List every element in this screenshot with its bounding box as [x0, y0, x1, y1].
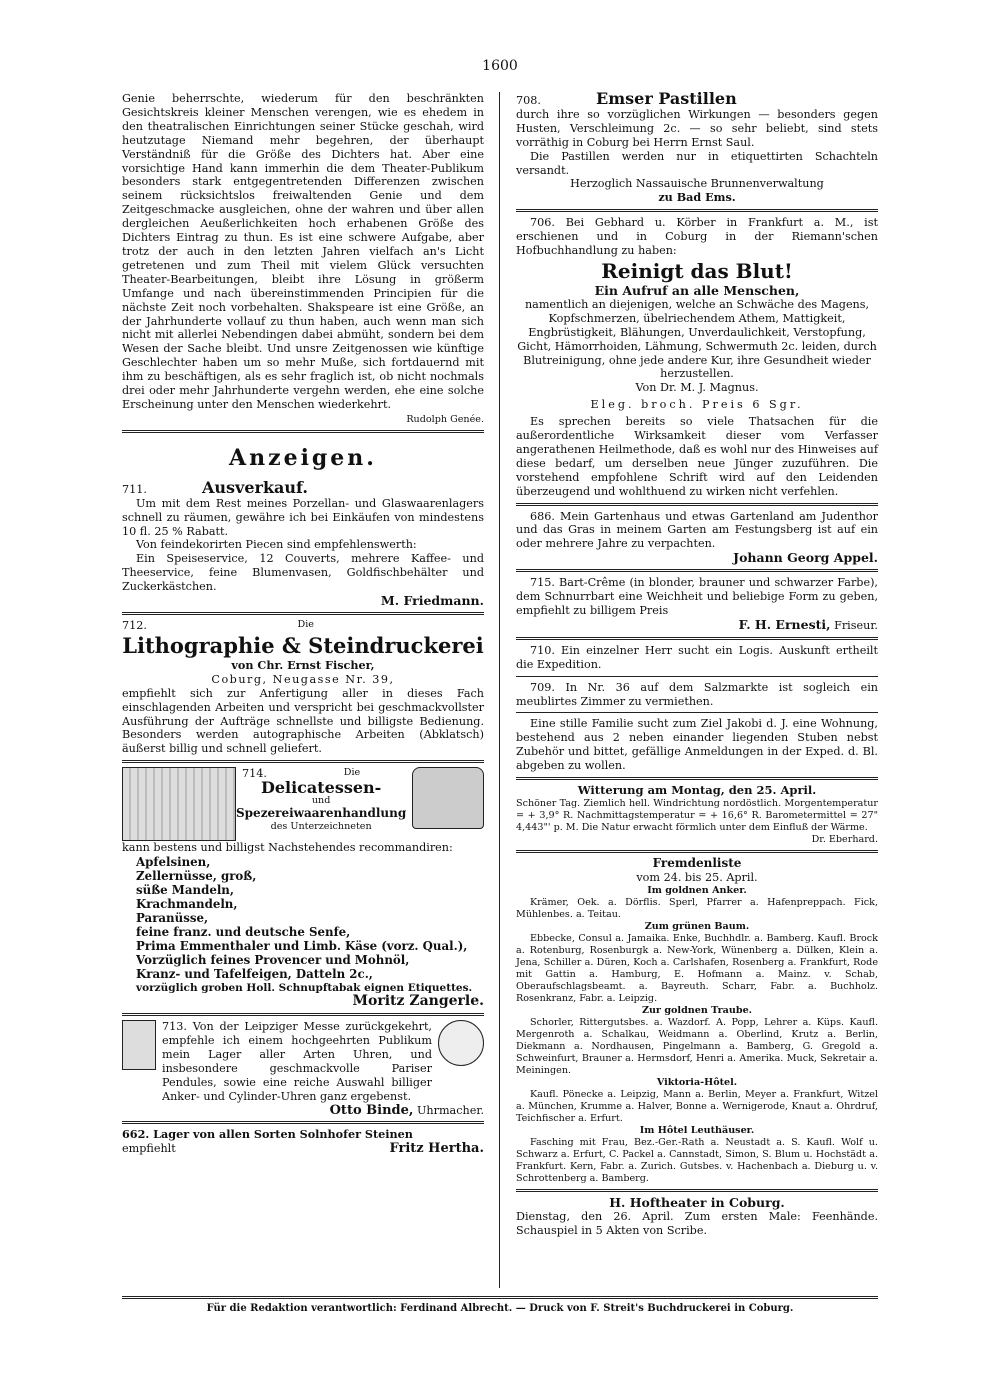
- pot-illustration: [412, 767, 484, 829]
- divider: [516, 676, 878, 677]
- ad-title: Lithographie & Steindruckerei: [122, 632, 484, 658]
- list-item: Vorzüglich feines Provencer und Mohnöl,: [136, 953, 410, 968]
- watch-illustration: [438, 1020, 484, 1066]
- ad-710: 710. Ein einzelner Herr sucht ein Logis. Auskunft ertheilt die Expedition.: [516, 643, 878, 671]
- footer-imprint: Für die Redaktion verantwortlich: Ferdinand Albrecht. — Druck von F. Streit's Buchdruckerei in Coburg.: [122, 1296, 878, 1314]
- column-divider: [499, 92, 500, 1288]
- ad-author: Von Dr. M. J. Magnus.: [635, 381, 759, 395]
- anzeigen-heading: Anzeigen.: [229, 444, 377, 471]
- ad-text: Um mit dem Rest meines Porzellan- und Glaswaarenlagers schnell zu räumen, gewähre ich bei Einkäufen von mindestens 10 fl. 25 % Rabatt.: [122, 496, 484, 538]
- page-number: 1600: [482, 58, 518, 74]
- ad-text: 686. Mein Gartenhaus und etwas Gartenland am Judenthor und das Gras in meinem Garten am Festungsberg ist auf ein oder mehrere Jahre zu verpachten.: [516, 509, 878, 551]
- divider: [122, 1013, 484, 1016]
- divider: [122, 612, 484, 615]
- list-item: Zellernüsse, groß,: [136, 869, 257, 884]
- ad-signature: Otto Binde,: [329, 1102, 414, 1118]
- list-item: Paranüsse,: [136, 911, 209, 926]
- ad-text: 706. Bei Gebhard u. Körber in Frankfurt a. M., ist erschienen und in Coburg in der Riemann'schen Hofbuchhandlung zu haben:: [516, 216, 878, 258]
- hotel-name: Viktoria-Hôtel.: [656, 1076, 738, 1088]
- essay-signature: Rudolph Genée.: [406, 413, 484, 425]
- ad-signature: Moritz Zangerle.: [352, 993, 484, 1010]
- ad-number: 708.: [516, 94, 541, 107]
- shop-illustration: [122, 767, 236, 841]
- ad-subtitle: Ein Aufruf an alle Menschen,: [594, 282, 800, 298]
- ad-signature: Herzoglich Nassauische Brunnenverwaltung: [570, 177, 824, 191]
- ad-text: Ein Speiseservice, 12 Couverts, mehrere Kaffee- und Theeservice, feine Blumenvasen, Goldfischbehälter und Zuckerkästchen.: [122, 552, 484, 594]
- ad-number: 711.: [122, 482, 147, 496]
- ad-und: und: [311, 795, 331, 807]
- right-column: [516, 89, 878, 1238]
- hotel-name: Zur goldnen Traube.: [641, 1004, 753, 1016]
- ad-signature: zu Bad Ems.: [658, 190, 736, 205]
- ad-familie: Eine stille Familie sucht zum Ziel Jakobi d. J. eine Wohnung, bestehend aus 2 neben einander liegenden Stuben nebst Zubehör und bittet, gefällige Anmeldungen in der Exped. d. Bl. abgeben zu wollen.: [516, 717, 878, 773]
- ad-text: empfiehlt sich zur Anfertigung aller in dieses Fach einschlagenden Arbeiten und verspricht bei geschmackvollster Ausführung der Aufträge schnellste und billigste Bedienung. Besonders werden autographische Arbeiten (Abklatsch) äußerst billig und schnell geliefert.: [122, 686, 484, 756]
- ad-owner: von Chr. Ernst Fischer,: [231, 657, 375, 672]
- divider: [516, 712, 878, 713]
- list-item: Kranz- und Tafelfeigen, Datteln 2c.,: [136, 967, 373, 982]
- ad-number: 714.: [242, 767, 267, 781]
- list-item: feine franz. und deutsche Senfe,: [136, 925, 351, 940]
- ad-price: Eleg. broch. Preis 6 Sgr.: [590, 398, 804, 412]
- divider: [122, 760, 484, 763]
- ad-text: 715. Bart-Crême (in blonder, brauner und schwarzer Farbe), dem Schnurrbart eine Weichheit und beliebige Form zu geben, empfiehlt zu billigem Preis: [516, 576, 878, 617]
- ad-title: Reinigt das Blut!: [601, 258, 793, 283]
- hotel-name: Im Hôtel Leuthäuser.: [639, 1124, 755, 1136]
- list-item: süße Mandeln,: [136, 883, 234, 898]
- ad-text: Die Pastillen werden nur in etiquettirten Schachteln versandt.: [516, 149, 878, 177]
- ad-title: Ausverkauf.: [202, 477, 308, 497]
- ad-714: [122, 767, 484, 1009]
- ad-662: [122, 1128, 484, 1156]
- ad-text: durch ihre so vorzüglichen Wirkungen — besonders gegen Husten, Verschleimung 2c. — so sehr beliebt, sind stets vorräthig in Coburg bei Herrn Ernst Saul.: [516, 107, 878, 149]
- ad-des: des Unterzeichneten: [270, 820, 372, 832]
- ad-signature: Johann Georg Appel.: [733, 550, 878, 566]
- hotel-guests: Fasching mit Frau, Bez.-Ger.-Rath a. Neustadt a. S. Kaufl. Wolf u. Schwarz a. Erfurt, C. Packel a. Cannstadt, Simon, S. Blum u. Hochstädt a. Frankfurt. Kern, Fabr. a. Zurich. Gutsbes. v. Hachenbach a. Dieburg u. v. Schrottenberg a. Bamberg.: [516, 1136, 878, 1184]
- list-item: Apfelsinen,: [136, 855, 211, 870]
- hotel-guests: Ebbecke, Consul a. Jamaika. Enke, Buchhdlr. a. Bamberg. Kaufl. Brock a. Rotenburg, Rosenburgk a. New-York, Wünenberg a. Dülken, Klein a. Jena, Schiller a. Düren, Koch a. Carlshafen, Rosenberg a. Frankfurt, Rode mit Gattin a. Hamburg, E. Hofmann a. Mainz. v. Schab, Oberaufschlagsbeamt. a. Bayreuth. Scharr, Fabr. a. Buchholz. Rosenkranz, Fabr. a. Leipzig.: [516, 932, 878, 1004]
- divider: [122, 430, 484, 433]
- goods-list: [122, 855, 484, 995]
- weather-title: Witterung am Montag, den 25. April.: [577, 783, 817, 798]
- hotel-name: Im goldnen Anker.: [647, 884, 747, 896]
- theater-notice: [516, 1196, 878, 1238]
- hotel-name: Zum grünen Baum.: [644, 920, 750, 932]
- weather-text: Schöner Tag. Ziemlich hell. Windrichtung nordöstlich. Morgentemperatur = + 3,9° R. Nachmittagstemperatur = + 16,6° R. Barometermittel = 27" 4,443"' p. M. Die Natur erwacht förmlich unter dem Einfluß der Wärme.: [516, 797, 878, 833]
- ad-title: Emser Pastillen: [596, 89, 737, 108]
- divider: [516, 777, 878, 780]
- ad-intro: kann bestens und billigst Nachstehendes recommandiren:: [122, 841, 453, 855]
- hotel-guests: Schorler, Rittergutsbes. a. Wazdorf. A. Popp, Lehrer a. Küps. Kaufl. Mergenroth a. Schalkau, Weidmann a. Oberlind, Krutz a. Berlin, Diekmann a. Nordhausen, Pingelmann a. Bamberg, G. Gregold a. Schweinfurt, Brauner a. Hermsdorf, Henri a. Amerika. Muck, Sekretair a. Meiningen.: [516, 1016, 878, 1076]
- weather-signature: Dr. Eberhard.: [811, 833, 878, 845]
- left-column: [122, 92, 484, 1156]
- fremden-title: Fremdenliste: [652, 855, 742, 870]
- fremden-date: vom 24. bis 25. April.: [636, 870, 758, 884]
- theater-title: H. Hoftheater in Coburg.: [609, 1194, 785, 1210]
- list-item: Krachmandeln,: [136, 897, 238, 912]
- hotel-guests: Kaufl. Pönecke a. Leipzig, Mann a. Berlin, Meyer a. Frankfurt, Witzel a. München, Krumme a. Halver, Bonne a. Wernigerode, Knaut a. Ohrdruf, Teichfischer a. Erfurt.: [516, 1088, 878, 1124]
- ad-713: [122, 1020, 484, 1117]
- divider: [516, 850, 878, 853]
- divider: [516, 637, 878, 640]
- list-item: Prima Emmenthaler und Limb. Käse (vorz. Qual.),: [136, 939, 468, 954]
- hotel-guests: Krämer, Oek. a. Dörflis. Sperl, Pfarrer a. Hafenpreppach. Fick, Mühlenbes. a. Teitau.: [516, 896, 878, 920]
- ad-text: Von der Leipziger Messe zurückgekehrt, empfehle ich einem hochgeehrten Publikum mein Lager aller Arten Uhren, und insbesondere geschmackvolle Pariser Pendules, sowie eine reiche Auswahl billiger Anker- und Cylinder-Uhren ganz ergebenst.: [162, 1020, 432, 1103]
- ad-709: 709. In Nr. 36 auf dem Salzmarkte ist sogleich ein meublirtes Zimmer zu vermiethen.: [516, 680, 878, 708]
- ad-number: 712.: [122, 619, 147, 632]
- ad-text: namentlich an diejenigen, welche an Schwäche des Magens, Kopfschmerzen, übelriechendem Athem, Mattigkeit, Engbrüstigkeit, Blähungen, Unverdaulichkeit, Verstopfung, Gicht, Hämorrhoiden, Lähmung, Schwermuth 2c. leiden, durch Blutreinigung, ohne jede andere Kur, ihre Gesundheit wieder herzustellen.: [517, 297, 877, 381]
- ad-715: [516, 576, 878, 633]
- ad-text: Es sprechen bereits so viele Thatsachen für die außerordentliche Wirksamkeit dieser vom Verfasser angerathenen Heilmethode, daß es wohl nur des Hinweises auf diese bedarf, um derselben neue Jünger zuzuführen. Die vorstehend empfohlene Schrift wird auf den Leidenden überzeugend und wohlthuend zu wirken nicht verfehlen.: [516, 415, 878, 498]
- ad-text: 662. Lager von allen Sorten Solnhofer Steinen: [122, 1127, 413, 1142]
- ad-signature: M. Friedmann.: [380, 593, 484, 609]
- ad-686: [516, 510, 878, 566]
- divider: [122, 1121, 484, 1124]
- ad-title-2: Spezereiwaarenhandlung: [236, 806, 407, 821]
- essay-text: Genie beherrschte, wiederum für den beschränkten Gesichtskreis kleiner Menschen verengen, wie es ehedem in den theatralischen Einrichtungen seiner Stücke geschah, wird heutzutage Niemand mehr begehren, der überhaupt Verständniß für die Größe des Dichters hat. Aber eine vorsichtige Hand kann immerhin die dem Theater-Publikum besonders stark entgegentretenden Differenzen zwischen seinem rücksichtslos freiwaltenden Genie und dem Zeitgeschmacke ausgleichen, ohne der wahren und über allen dergleichen Aeußerlichkeiten hoch erhabenen Größe des Dichters Eintrag zu thun. Es ist eine schwere Aufgabe, aber trotz der auch in den letzten Jahren vielfach an's Licht getretenen und zum Theil mit vielem Glück versuchten Theater-Bearbeitungen, bleibt ihre Lösung in größerm Umfange und nach übereinstimmenden Principien für die nächste Zeit noch vorbehalten. Shakspeare ist eine Größe, an der Jahrhunderte vollauf zu thun haben, auch wenn man sich nicht mit allerlei Nebendingen dabei abmüht, sondern bei dem Wesen der Sache bleibt. Und unsre Zeitgenossen wie künftige Geschlechter haben um so mehr Muße, sich fortdauernd mit ihm zu beschäftigen, als es sehr fraglich ist, ob nicht nochmals drei oder mehr Jahrhunderte vergehn werden, ehe eine solche Erscheinung unter den Menschen wiederkehrt.: [122, 92, 484, 411]
- ad-address: Coburg, Neugasse Nr. 39,: [211, 672, 395, 686]
- ad-708: [516, 89, 878, 205]
- ad-text: empfiehlt: [122, 1142, 176, 1156]
- ad-signature-title: Uhrmacher.: [416, 1103, 484, 1117]
- ad-signature: Fritz Hertha.: [389, 1141, 484, 1157]
- clock-illustration: [122, 1020, 156, 1070]
- divider: [516, 209, 878, 212]
- ad-signature: F. H. Ernesti,: [738, 616, 831, 632]
- divider: [516, 569, 878, 572]
- ad-signature-title: Friseur.: [834, 618, 878, 632]
- ad-number: 713.: [162, 1020, 187, 1034]
- theater-text: Dienstag, den 26. April. Zum ersten Male: Feenhände. Schauspiel in 5 Akten von Scribe.: [516, 1209, 878, 1237]
- divider: [516, 503, 878, 506]
- ad-die: Die: [297, 619, 314, 630]
- fremdenliste: [516, 857, 878, 1185]
- ad-die: Die: [343, 767, 361, 779]
- ad-712: [122, 619, 484, 756]
- ad-706: [516, 216, 878, 498]
- list-item: vorzüglich groben Holl. Schnupftabak eignen Etiquettes.: [136, 982, 473, 995]
- ad-title: Delicatessen-: [260, 778, 382, 798]
- ad-text: Von feindekorirten Piecen sind empfehlenswerth:: [136, 538, 417, 552]
- divider: [516, 1189, 878, 1192]
- ad-711: [122, 477, 484, 609]
- weather-report: [516, 784, 878, 846]
